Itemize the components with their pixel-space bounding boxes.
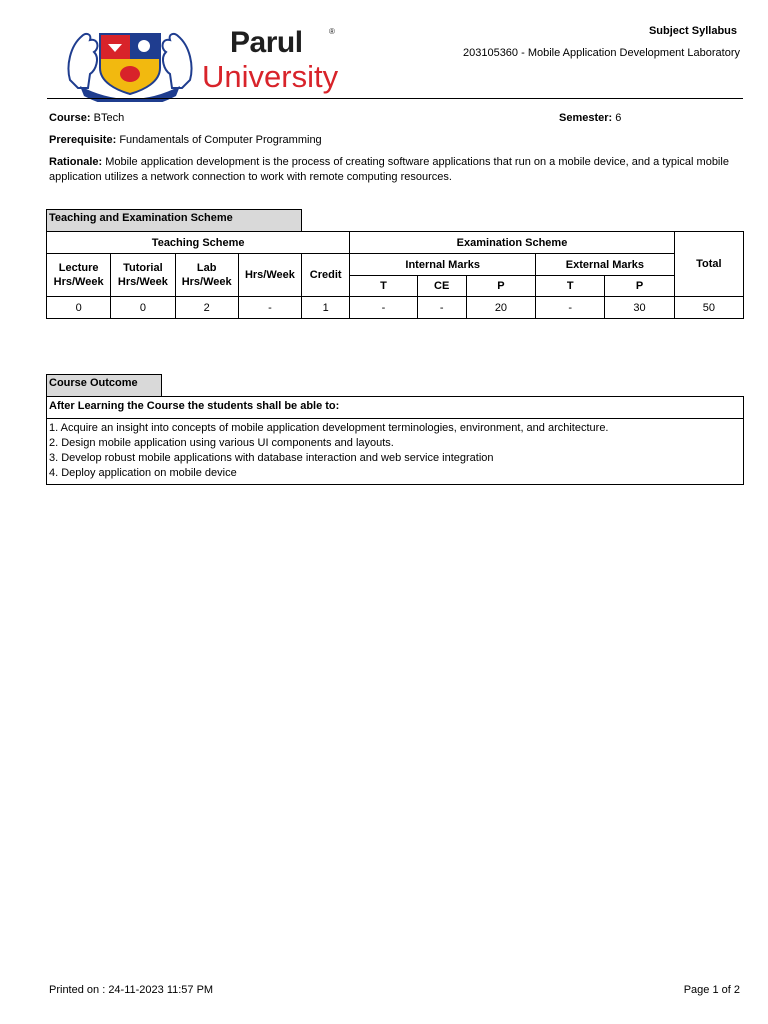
total-value: 50 bbox=[674, 297, 743, 319]
course-line bbox=[49, 111, 124, 126]
total-header: Total bbox=[674, 232, 743, 297]
scheme-section-heading: Teaching and Examination Scheme bbox=[46, 209, 302, 232]
hrs-week-header: Hrs/Week bbox=[238, 254, 301, 297]
internal-p-header: P bbox=[466, 276, 535, 297]
lab-value: 2 bbox=[175, 297, 238, 319]
page-number: Page 1 of 2 bbox=[683, 984, 740, 996]
list-item: 2. Design mobile application using various UI components and layouts. bbox=[49, 437, 394, 449]
internal-t-value: - bbox=[350, 297, 417, 319]
examination-scheme-header: Examination Scheme bbox=[350, 232, 674, 254]
other-hrs-value: - bbox=[238, 297, 301, 319]
university-logo bbox=[64, 22, 364, 102]
course-label: Course: bbox=[49, 112, 91, 124]
internal-marks-header: Internal Marks bbox=[350, 254, 536, 276]
credit-value: 1 bbox=[302, 297, 350, 319]
scheme-table bbox=[46, 231, 744, 319]
external-p-header: P bbox=[605, 276, 674, 297]
lecture-header: Lecture Hrs/Week bbox=[47, 254, 111, 297]
lab-header: Lab Hrs/Week bbox=[175, 254, 238, 297]
external-t-value: - bbox=[536, 297, 605, 319]
semester-line bbox=[559, 111, 621, 126]
semester-value: 6 bbox=[615, 112, 622, 124]
internal-p-value: 20 bbox=[466, 297, 535, 319]
internal-ce-header: CE bbox=[417, 276, 466, 297]
subject-code-title: 203105360 - Mobile Application Development Laboratory bbox=[462, 47, 740, 59]
list-item: 3. Develop robust mobile applications with database interaction and web service integration bbox=[49, 452, 494, 464]
list-item: 4. Deploy application on mobile device bbox=[49, 467, 237, 479]
course-outcome-intro: After Learning the Course the students shall be able to: bbox=[47, 397, 743, 419]
prerequisite-value: Fundamentals of Computer Programming bbox=[119, 134, 322, 146]
document-title: Subject Syllabus bbox=[648, 25, 737, 37]
lecture-value: 0 bbox=[47, 297, 111, 319]
rationale-paragraph bbox=[49, 155, 729, 185]
scheme-values-row bbox=[47, 297, 744, 319]
course-outcome-heading: Course Outcome bbox=[46, 374, 162, 397]
logo-university-text: University bbox=[202, 59, 339, 94]
external-t-header: T bbox=[536, 276, 605, 297]
prerequisite-label: Prerequisite: bbox=[49, 134, 117, 146]
tutorial-header: Tutorial Hrs/Week bbox=[111, 254, 175, 297]
university-crest-icon bbox=[64, 22, 196, 102]
list-item: 1. Acquire an insight into concepts of mobile application development terminologies, environment, and architecture. bbox=[49, 422, 609, 434]
tutorial-value: 0 bbox=[111, 297, 175, 319]
external-p-value: 30 bbox=[605, 297, 674, 319]
scheme-header-row-2 bbox=[47, 254, 744, 276]
course-outcome-list bbox=[47, 419, 743, 484]
prerequisite-line bbox=[49, 133, 322, 148]
printed-on-timestamp: Printed on : 24-11-2023 11:57 PM bbox=[49, 984, 214, 996]
rationale-label: Rationale: bbox=[49, 156, 103, 168]
logo-brand-text: Parul bbox=[230, 26, 303, 59]
header-divider bbox=[47, 98, 743, 99]
scheme-header-row-1 bbox=[47, 232, 744, 254]
course-value: BTech bbox=[93, 112, 125, 124]
external-marks-header: External Marks bbox=[536, 254, 675, 276]
internal-ce-value: - bbox=[417, 297, 466, 319]
course-outcome-box bbox=[46, 396, 744, 485]
rationale-value: Mobile application development is the process of creating software applications that run on a mobile device, and a typical mobile application utilizes a network connection to work with remote computing resources. bbox=[49, 156, 729, 183]
internal-t-header: T bbox=[350, 276, 417, 297]
semester-label: Semester: bbox=[559, 112, 613, 124]
registered-mark: ® bbox=[329, 27, 335, 36]
teaching-scheme-header: Teaching Scheme bbox=[47, 232, 350, 254]
credit-header: Credit bbox=[302, 254, 350, 297]
